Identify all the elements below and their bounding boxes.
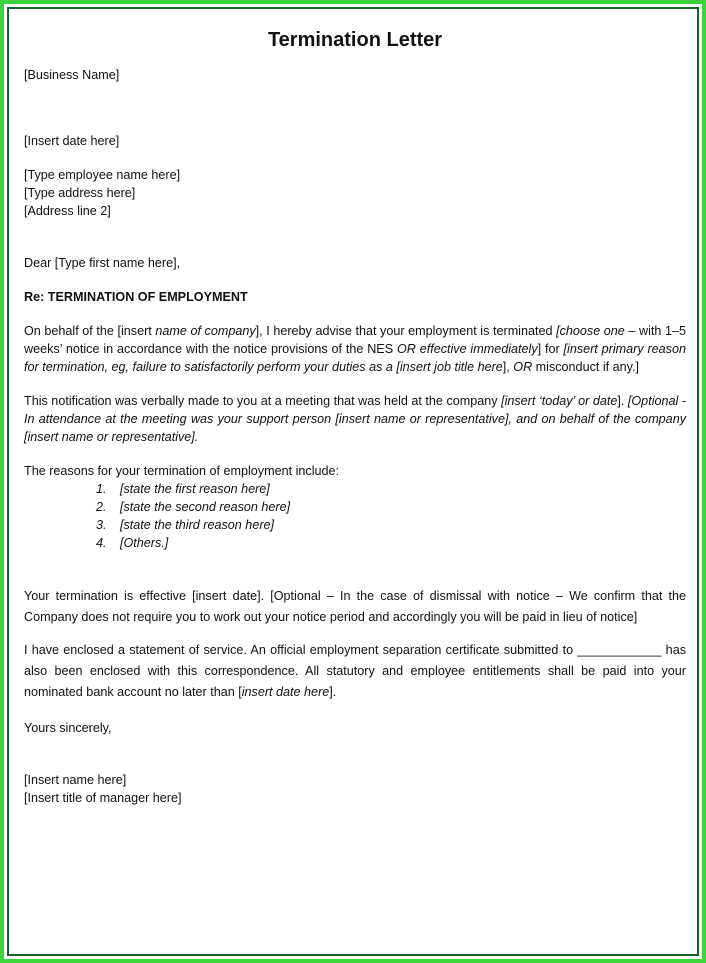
paragraph-effective-date: Your termination is effective [insert date]. [Optional – In the case of dismissal with notice – We confirm that the Company does not require you to work out your notice period and accordingly you will be paid in lieu of notice] xyxy=(24,589,686,624)
address-line-2: [Address line 2] xyxy=(24,204,111,218)
paragraph-employment-terminated: On behalf of the [insert name of company], I hereby advise that your employment is terminated [choose one – with 1–5 weeks’ notice in accordance with the notice provisions of the NES OR effective immediately] for [insert primary reason for termination, eg, failure to satisfactorily perform your duties as a [insert job title here], OR misconduct if any.] xyxy=(24,324,686,374)
list-item: 4. [Others.] xyxy=(96,536,169,550)
signatory-title: [Insert title of manager here] xyxy=(24,791,182,805)
paragraph-enclosures: I have enclosed a statement of service. An official employment separation certificate submitted to ____________ has also been enclosed with this correspondence. All statutory and employee entitlements shall be paid into your nominated bank account no later than [insert date here]. xyxy=(24,643,686,699)
closing: Yours sincerely, xyxy=(24,721,112,735)
business-name: [Business Name] xyxy=(24,68,120,82)
list-item: 1. [state the first reason here] xyxy=(96,482,270,496)
employee-name: [Type employee name here] xyxy=(24,168,181,182)
letter-date: [Insert date here] xyxy=(24,134,120,148)
list-item: 3. [state the third reason here] xyxy=(96,518,275,532)
reasons-list xyxy=(96,480,686,552)
list-item: 2. [state the second reason here] xyxy=(96,500,291,514)
signatory-name: [Insert name here] xyxy=(24,773,127,787)
paragraph-notification: This notification was verbally made to you at a meeting that was held at the company [insert ‘today’ or date]. [Optional - In attendance at the meeting was your support person [insert name or representative], and on behalf of the company [insert name or representative]. xyxy=(24,394,687,444)
greeting: Dear [Type first name here], xyxy=(24,256,181,270)
letter-body xyxy=(24,24,686,807)
signature-block xyxy=(24,771,686,807)
address-line-1: [Type address here] xyxy=(24,186,136,200)
letter-title: Termination Letter xyxy=(267,29,443,51)
subject-line: Re: TERMINATION OF EMPLOYMENT xyxy=(24,290,248,304)
recipient-address xyxy=(24,166,686,220)
reasons-intro: The reasons for your termination of employment include: xyxy=(24,464,339,478)
